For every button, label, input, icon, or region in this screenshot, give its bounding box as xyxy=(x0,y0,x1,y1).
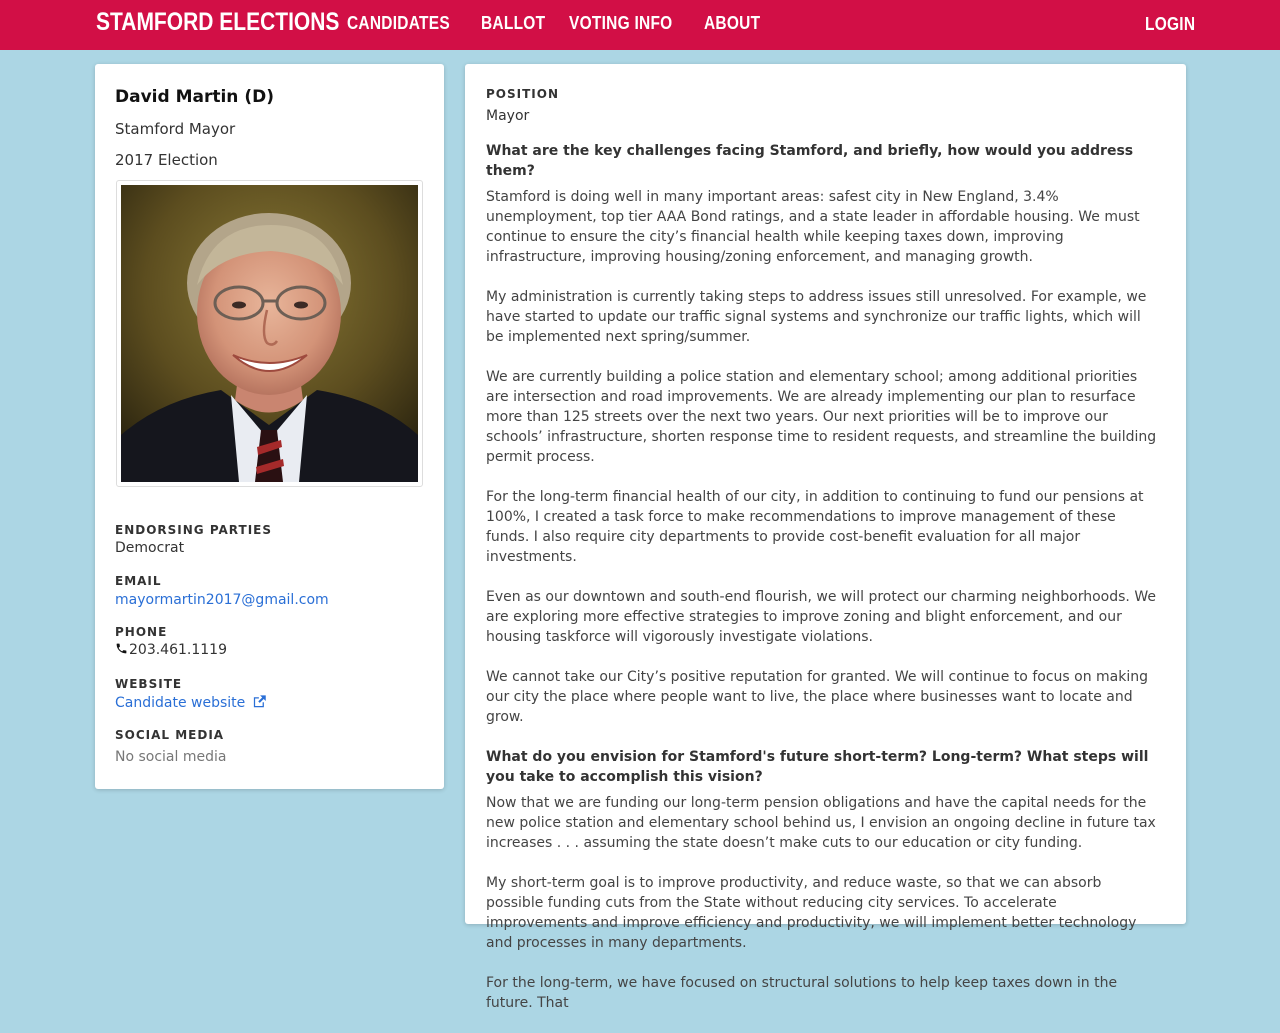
answer-2-paragraph: My short-term goal is to improve productivity, and reduce waste, so that we can absorb possible funding cuts from the State without reducing city services. To accelerate improvements and improve efficiency and productivity, we will implement better technology and processes in many departments. xyxy=(486,875,1137,951)
nav-link-about[interactable]: ABOUT xyxy=(703,13,761,33)
question-1: What are the key challenges facing Stamford, and briefly, how would you address them? xyxy=(486,143,1134,179)
website-label: WEBSITE xyxy=(115,677,183,691)
phone-block xyxy=(115,624,227,661)
email-label: EMAIL xyxy=(115,574,162,588)
candidate-profile-card xyxy=(465,64,1186,1011)
external-link-icon xyxy=(252,694,267,714)
nav-link-ballot[interactable]: BALLOT xyxy=(480,13,545,33)
phone-value: 203.461.1119 xyxy=(129,642,227,658)
phone-label: PHONE xyxy=(115,625,168,639)
candidate-sidebar-card xyxy=(95,64,444,789)
candidate-office: Stamford Mayor xyxy=(115,120,236,138)
position-label: POSITION xyxy=(486,87,559,101)
login-link[interactable]: LOGIN xyxy=(1145,14,1196,34)
email-block xyxy=(115,573,329,610)
nav-link-voting-info[interactable]: VOTING INFO xyxy=(569,13,673,33)
brand-logo-link[interactable]: STAMFORD ELECTIONS xyxy=(96,8,340,36)
candidate-photo xyxy=(121,185,418,482)
email-link[interactable]: mayormartin2017@gmail.com xyxy=(115,592,329,608)
nav-link-candidates[interactable]: CANDIDATES xyxy=(347,13,450,33)
answer-2-paragraph: Now that we are funding our long-term pension obligations and have the capital needs for the new police station and elementary school behind us, I envision an ongoing decline in future tax increases . . . assuming the state doesn’t make cuts to our education or city funding. xyxy=(486,795,1156,851)
social-media-value: No social media xyxy=(115,749,227,765)
endorsing-parties-value: Democrat xyxy=(115,540,185,556)
answer-1-paragraph: Stamford is doing well in many important areas: safest city in New England, 3.4% unemployment, top tier AAA Bond ratings, and a state leader in affordable housing. We must continue to ensure the city’s financial health while keeping taxes down, improving infrastructure, improving housing/zoning enforcement, and managing growth. xyxy=(486,189,1140,265)
phone-icon xyxy=(115,641,129,661)
endorsing-parties-block xyxy=(115,522,272,558)
candidate-election: 2017 Election xyxy=(115,151,218,169)
position-value: Mayor xyxy=(486,108,530,124)
top-navbar xyxy=(0,0,1280,50)
website-block xyxy=(115,676,267,714)
question-2: What do you envision for Stamford's future short-term? Long-term? What steps will you take to accomplish this vision? xyxy=(486,749,1149,785)
candidate-photo-illustration xyxy=(121,185,418,482)
main-nav xyxy=(347,13,759,34)
answer-1-paragraph: We cannot take our City’s positive reputation for granted. We will continue to focus on making our city the place where people want to live, the place where businesses want to locate and grow. xyxy=(486,669,1148,725)
profile-content xyxy=(486,86,1161,1033)
answer-1-paragraph: Even as our downtown and south-end flourish, we will protect our charming neighborhoods. We are exploring more effective strategies to improve zoning and blight enforcement, and our housing taskforce will vigorously investigate violations. xyxy=(486,589,1156,645)
answer-1-paragraph: We are currently building a police station and elementary school; among additional priorities are intersection and road improvements. We are already implementing our plan to resurface more than 125 streets over the next two years. Our next priorities will be to improve our schools’ infrastructure, shorten response time to resident requests, and streamline the building permit process. xyxy=(486,369,1157,465)
social-media-block xyxy=(115,727,226,767)
candidate-name: David Martin (D) xyxy=(115,87,274,107)
candidate-photo-frame xyxy=(116,180,423,487)
phone-row xyxy=(115,640,227,661)
website-link-text: Candidate website xyxy=(115,695,246,711)
answer-1-paragraph: My administration is currently taking steps to address issues still unresolved. For example, we have started to update our traffic signal systems and synchronize our traffic lights, which will be implemented next spring/summer. xyxy=(486,289,1147,345)
social-media-label: SOCIAL MEDIA xyxy=(115,728,225,742)
answer-2-paragraph: For the long-term, we have focused on structural solutions to help keep taxes down in the future. That xyxy=(486,975,1118,1011)
endorsing-parties-label: ENDORSING PARTIES xyxy=(115,523,272,537)
website-link[interactable] xyxy=(115,695,267,711)
answer-1-paragraph: For the long-term financial health of our city, in addition to continuing to fund our pensions at 100%, I created a task force to make recommendations to improve management of these funds. I also require city departments to provide cost-benefit evaluation for all major investments. xyxy=(486,489,1144,565)
